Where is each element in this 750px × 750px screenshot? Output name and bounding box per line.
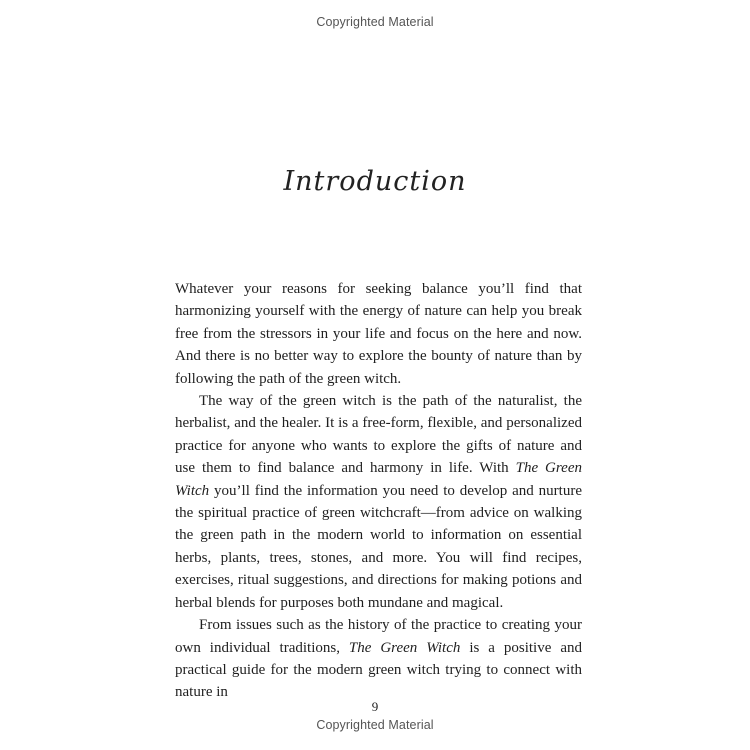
body-text	[175, 278, 582, 704]
chapter-title: Introduction	[283, 166, 467, 197]
copyright-watermark-bottom: Copyrighted Material	[316, 718, 434, 732]
paragraph-text: Whatever your reasons for seeking balance you’ll find that harmonizing yourself with the energy of nature can help you break free from the stressors in your life and focus on the here and now. And there is no better way to explore the bounty of nature than by following the path of the green witch.	[175, 281, 582, 387]
book-title-italic: The Green Witch	[175, 460, 582, 499]
paragraph-2	[175, 390, 582, 614]
book-title-italic: The Green Witch	[348, 639, 461, 656]
paragraph-text: is a positive and practical guide for the modern green witch trying to connect with nature in	[175, 639, 582, 701]
paragraph-text: From issues such as the history of the practice to creating your own individual traditions,	[175, 617, 582, 656]
page-number: 9	[371, 699, 379, 714]
paragraph-3	[175, 614, 582, 704]
paragraph-text: The way of the green witch is the path of the naturalist, the herbalist, and the healer. It is a free-form, flexible, and personalized practice for anyone who wants to explore the gifts of nature and use them to find balance and harmony in life. With	[175, 393, 582, 477]
paragraph-text: you’ll find the information you need to develop and nurture the spiritual practice of green witchcraft—from advice on walking the green path in the modern world to information on essential herbs, plants, trees, stones, and more. You will find recipes, exercises, ritual suggestions, and directions for making potions and herbal blends for purposes both mundane and magical.	[175, 482, 582, 611]
copyright-watermark-top: Copyrighted Material	[316, 15, 434, 29]
paragraph-1	[175, 278, 582, 390]
